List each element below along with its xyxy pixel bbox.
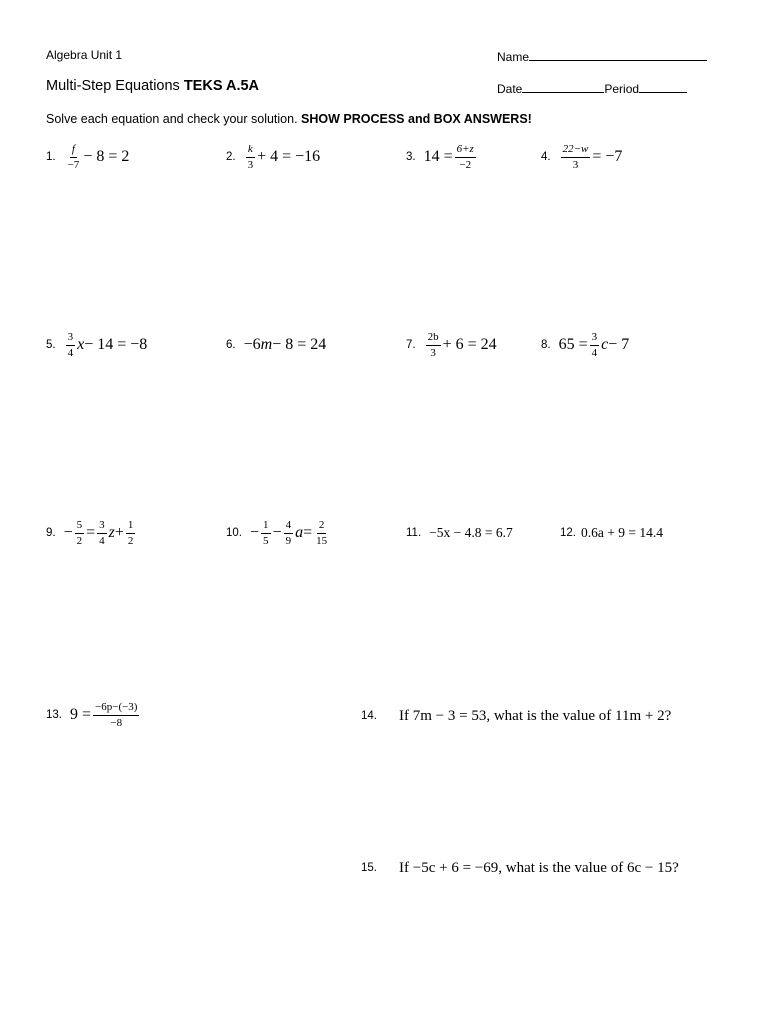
problem-number: 2.	[226, 151, 236, 163]
problem-5	[46, 328, 147, 362]
problem-4	[541, 140, 622, 174]
problem-10	[226, 516, 331, 550]
equation: 14 = $\frac{6+z}{-2}$	[423, 143, 474, 171]
problem-number: 6.	[226, 339, 236, 351]
problem-number: 9.	[46, 527, 56, 539]
problem-8	[541, 328, 629, 362]
problem-9	[46, 516, 137, 550]
fraction: $\frac{2b}{3}$	[427, 331, 439, 359]
problem-14	[361, 704, 671, 728]
equation: − $\frac{5}{2}$ = $\frac{3}{4}$ z + $\frac{1}{2}$	[63, 519, 134, 547]
equation: − $\frac{1}{5}$ − $\frac{4}{9}$ a = $\frac{2}{15}$	[250, 519, 328, 547]
period-label: Period	[604, 82, 640, 96]
course-label: Algebra Unit 1	[46, 48, 123, 62]
instructions-emphasis: SHOW PROCESS and BOX ANSWERS!	[301, 112, 532, 126]
instructions-text: Solve each equation and check your solution.	[46, 112, 302, 126]
problem-1	[46, 140, 129, 174]
word-problem: If −5c + 6 = −69, what is the value of 6c − 15?	[399, 859, 679, 876]
fraction: $\frac{6+z}{-2}$	[456, 143, 474, 171]
problem-number: 13.	[46, 709, 62, 721]
fraction: $\frac{f}{-7}$	[67, 143, 80, 171]
problem-6	[226, 328, 326, 362]
fraction: $\frac{k}{3}$	[247, 143, 254, 171]
equation: $\frac{k}{3}$ + 4 = −16	[247, 143, 321, 171]
problem-number: 1.	[46, 151, 56, 163]
problem-number: 8.	[541, 339, 551, 351]
problem-number: 3.	[406, 151, 416, 163]
instructions	[46, 112, 532, 126]
fraction: $\frac{5}{2}$	[76, 519, 83, 547]
problem-2	[226, 140, 320, 174]
name-blank[interactable]	[529, 48, 707, 61]
fraction: $\frac{4}{9}$	[285, 519, 292, 547]
fraction: $\frac{3}{4}$	[67, 331, 74, 359]
date-blank[interactable]	[522, 80, 604, 93]
equation: $\frac{2b}{3}$ + 6 = 24	[427, 331, 497, 359]
problem-12	[560, 516, 663, 550]
equation: $\frac{22-w}{3}$ = −7	[562, 143, 623, 171]
problem-15	[361, 856, 679, 880]
title-plain: Multi-Step Equations	[46, 78, 184, 94]
problem-7	[406, 328, 497, 362]
equation: −6 m − 8 = 24	[243, 336, 327, 353]
fraction: $\frac{2}{15}$	[316, 519, 328, 547]
worksheet-title	[46, 78, 259, 94]
problem-11	[406, 516, 513, 550]
fraction: $\frac{1}{5}$	[263, 519, 269, 547]
date-period-field	[497, 80, 687, 96]
fraction: $\frac{3}{4}$	[591, 331, 598, 359]
equation: 0.6a + 9 = 14.4	[581, 525, 663, 540]
fraction: $\frac{1}{2}$	[127, 519, 134, 547]
problem-number: 11.	[406, 527, 422, 539]
fraction: $\frac{22-w}{3}$	[562, 143, 589, 171]
name-label: Name	[497, 50, 530, 64]
problem-number: 15.	[361, 862, 377, 874]
equation: $\frac{f}{-7}$ − 8 = 2	[67, 143, 130, 171]
word-problem: If 7m − 3 = 53, what is the value of 11m + 2?	[399, 707, 672, 724]
equation: $\frac{3}{4}$ x − 14 = −8	[67, 331, 148, 359]
fraction: $\frac{-6p-(-3)}{-8}$	[95, 701, 138, 729]
name-field[interactable]	[497, 48, 707, 64]
problem-13	[46, 698, 141, 732]
problem-number: 10.	[226, 527, 242, 539]
period-blank[interactable]	[639, 80, 687, 93]
problem-3	[406, 140, 478, 174]
equation: −5x − 4.8 = 6.7	[429, 525, 513, 540]
problem-number: 5.	[46, 339, 56, 351]
problem-number: 7.	[406, 339, 416, 351]
problem-number: 12.	[560, 527, 576, 539]
equation: 9 = $\frac{-6p-(-3)}{-8}$	[70, 701, 138, 729]
problem-number: 4.	[541, 151, 551, 163]
problem-number: 14.	[361, 710, 377, 722]
title-teks: TEKS A.5A	[183, 78, 260, 94]
date-label: Date	[497, 82, 523, 96]
fraction: $\frac{3}{4}$	[99, 519, 105, 547]
equation: 65 = $\frac{3}{4}$ c − 7	[558, 331, 630, 359]
